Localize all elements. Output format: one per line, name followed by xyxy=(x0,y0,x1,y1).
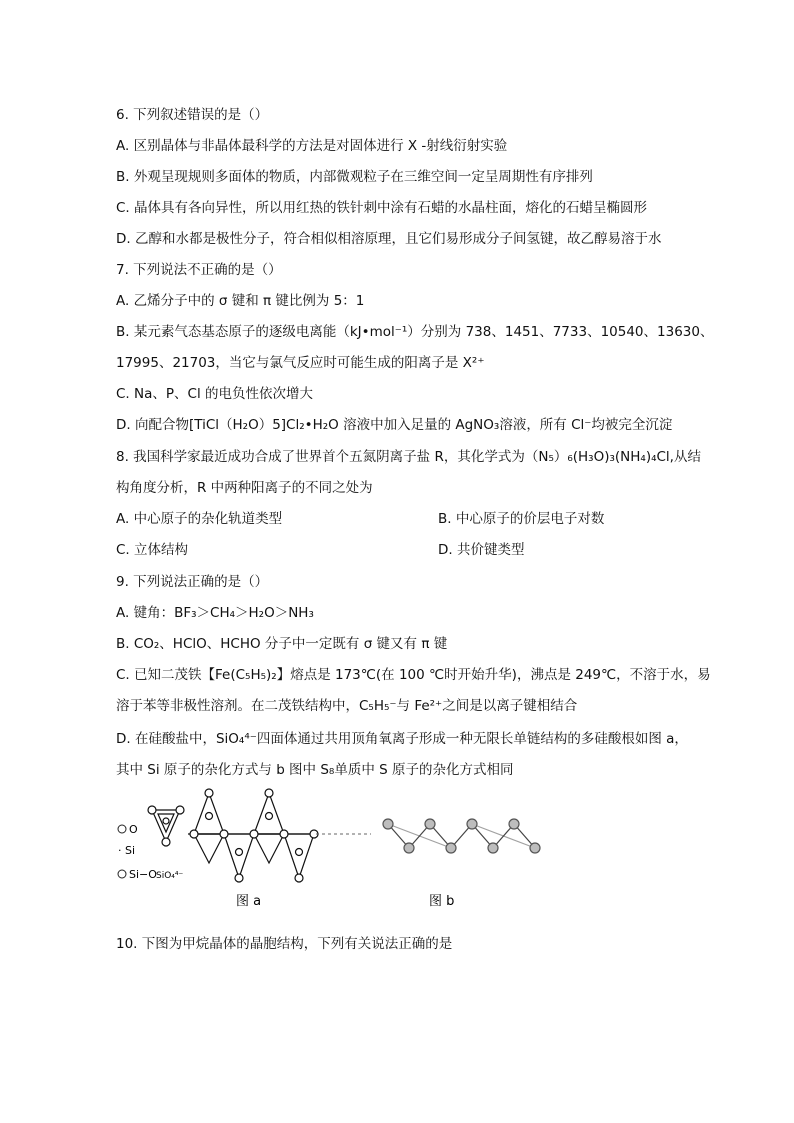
chain-up-tetra-shadow xyxy=(254,834,284,863)
s8-sulfur-atom xyxy=(404,843,414,853)
silicate-diagram xyxy=(116,788,686,913)
q6-option-b: B. 外观呈现规则多面体的物质，内部微观粒子在三维空间一定呈周期性有序排列 xyxy=(116,169,593,185)
q9-option-b: B. CO₂、HClO、HCHO 分子中一定既有 σ 键又有 π 键 xyxy=(116,636,448,652)
q8-option-b: B. 中心原子的价层电子对数 xyxy=(438,511,605,527)
s8-sulfur-atom xyxy=(425,819,435,829)
q7-stem: 7. 下列说法不正确的是（） xyxy=(116,262,282,278)
chain-oxygen-atom xyxy=(206,813,213,820)
chain-oxygen-atom xyxy=(250,830,258,838)
q9-option-d-line1: D. 在硅酸盐中，SiO₄⁴⁻四面体通过共用顶角氧离子形成一种无限长单链结构的多硅酸根如图 a， xyxy=(116,731,688,747)
s8-sulfur-atom xyxy=(383,819,393,829)
q7-option-a: A. 乙烯分子中的 σ 键和 π 键比例为 5：1 xyxy=(116,293,365,309)
legend-oxygen-label: O xyxy=(129,823,138,836)
q6-option-c: C. 晶体具有各向异性，所以用红热的铁针刺中涂有石蜡的水晶柱面，熔化的石蜡呈椭圆形 xyxy=(116,200,648,216)
s8-sulfur-atom xyxy=(467,819,477,829)
q8-stem-line1: 8. 我国科学家最近成功合成了世界首个五氮阴离子盐 R，其化学式为（N₅）₆(H₃O)₃(NH₄)₄Cl,从结 xyxy=(116,449,701,465)
s8-sulfur-atom xyxy=(509,819,519,829)
q7-option-b-line1: B. 某元素气态基态原子的逐级电离能（kJ•mol⁻¹）分别为 738、1451、7733、10540、13630、 xyxy=(116,324,714,340)
caption-figure-a: 图 a xyxy=(236,894,262,909)
chain-oxygen-atom xyxy=(205,789,213,797)
q9-stem: 9. 下列说法正确的是（） xyxy=(116,574,269,590)
s8-sulfur-atom xyxy=(446,843,456,853)
q6-option-a: A. 区别晶体与非晶体最科学的方法是对固体进行 X -射线衍射实验 xyxy=(116,138,508,154)
chain-oxygen-atom xyxy=(265,789,273,797)
legend-sio4-label: SiO₄⁴⁻ xyxy=(156,871,184,881)
caption-figure-b: 图 b xyxy=(429,894,455,909)
q8-option-a: A. 中心原子的杂化轨道类型 xyxy=(116,511,283,527)
legend-si-label: · Si xyxy=(118,844,136,857)
legend-sio-mark xyxy=(118,870,126,878)
q6-option-d: D. 乙醇和水都是极性分子，符合相似相溶原理，且它们易形成分子间氢键，故乙醇易溶于水 xyxy=(116,231,662,247)
s8-bond xyxy=(472,824,535,848)
q8-option-c: C. 立体结构 xyxy=(116,542,189,558)
chain-oxygen-atom xyxy=(190,830,198,838)
chain-oxygen-atom xyxy=(235,874,243,882)
chain-oxygen-atom xyxy=(220,830,228,838)
legend-oxygen-mark xyxy=(118,825,126,833)
s8-bond xyxy=(388,824,451,848)
q7-option-b-line2: 17995、21703，当它与氯气反应时可能生成的阳离子是 X²⁺ xyxy=(116,355,485,371)
chain-up-tetra-shadow xyxy=(194,834,224,863)
q8-option-d: D. 共价键类型 xyxy=(438,542,525,558)
sio4-tetrahedron xyxy=(148,806,184,846)
q6-stem: 6. 下列叙述错误的是（） xyxy=(116,107,269,123)
q10-stem: 10. 下图为甲烷晶体的晶胞结构，下列有关说法正确的是 xyxy=(116,936,453,952)
s8-sulfur-atom xyxy=(530,843,540,853)
q7-option-c: C. Na、P、Cl 的电负性依次增大 xyxy=(116,386,313,402)
legend-sio-label: Si−O xyxy=(129,868,157,881)
chain-oxygen-atom xyxy=(295,874,303,882)
figure-legend xyxy=(118,823,184,881)
silicate-chain xyxy=(188,789,318,882)
q9-option-d-line2: 其中 Si 原子的杂化方式与 b 图中 S₈单质中 S 原子的杂化方式相同 xyxy=(116,762,514,778)
q9-option-c-line1: C. 已知二茂铁【Fe(C₅H₅)₂】熔点是 173℃(在 100 ℃时开始升华)，沸点是 249℃，不溶于水，易 xyxy=(116,667,711,683)
chain-oxygen-atom xyxy=(236,849,243,856)
s8-zigzag xyxy=(383,819,540,853)
q8-stem-line2: 构角度分析，R 中两种阳离子的不同之处为 xyxy=(116,480,373,496)
q7-option-d: D. 向配合物[TiCl（H₂O）5]Cl₂•H₂O 溶液中加入足量的 AgNO₃溶液，所有 Cl⁻均被完全沉淀 xyxy=(116,417,673,433)
s8-sulfur-atom xyxy=(488,843,498,853)
chain-oxygen-atom xyxy=(266,813,273,820)
chain-oxygen-atom xyxy=(280,830,288,838)
q9-option-c-line2: 溶于苯等非极性溶剂。在二茂铁结构中，C₅H₅⁻与 Fe²⁺之间是以离子键相结合 xyxy=(116,698,578,714)
q9-option-a: A. 键角：BF₃＞CH₄＞H₂O＞NH₃ xyxy=(116,605,314,621)
chain-oxygen-atom xyxy=(296,849,303,856)
silicate-figure xyxy=(116,788,686,913)
